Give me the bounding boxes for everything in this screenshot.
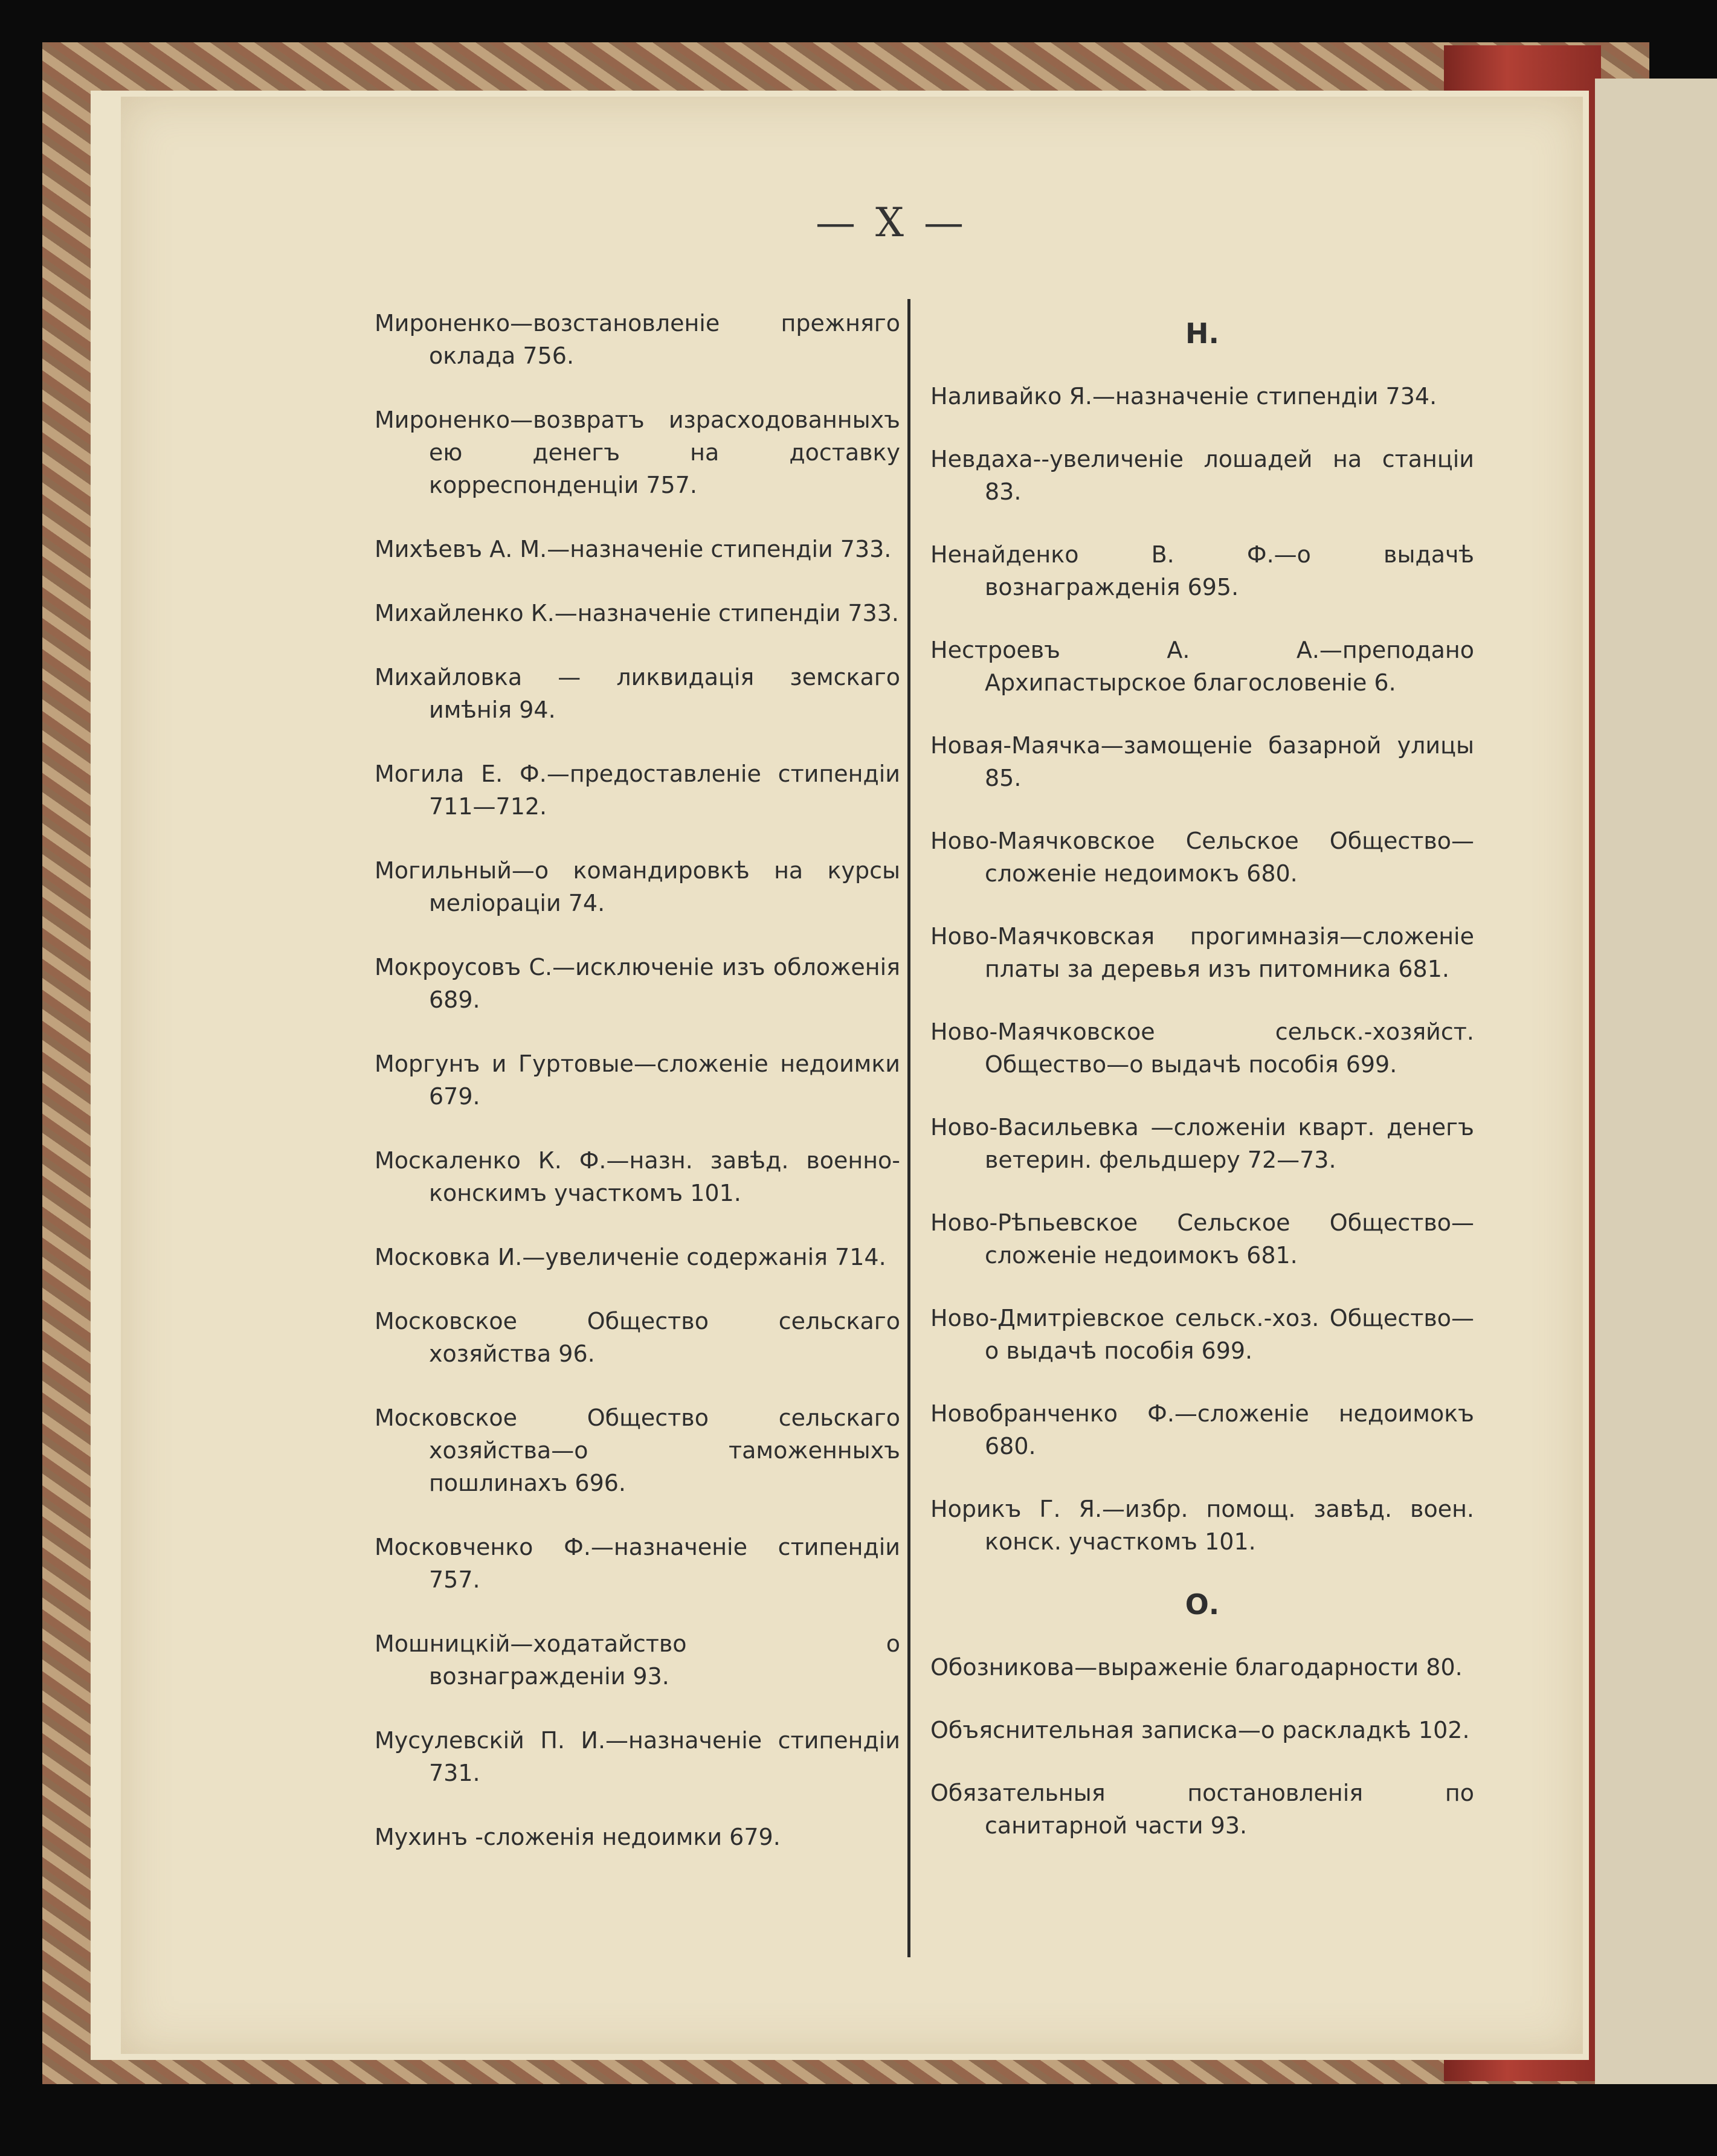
section-heading-o: О.: [1185, 1588, 1220, 1621]
index-entry: Ненайденко В. Ф.—о выдачѣ вознагражденія 695.: [930, 541, 1474, 600]
index-entry: Московка И.—увеличеніе содержанія 714.: [375, 1244, 886, 1270]
page-number-header: — X —: [816, 199, 967, 246]
index-entry: Михайленко К.—назначеніе стипендіи 733.: [375, 600, 899, 626]
index-entry: Мокроусовъ С.—исключеніе изъ обложенія 689.: [375, 954, 900, 1013]
index-entry: Михѣевъ А. М.—назначеніе стипендіи 733.: [375, 536, 892, 562]
index-entry: Ново-Рѣпьевское Сельское Общество—сложеніе недоимокъ 681.: [930, 1209, 1474, 1269]
index-entry: Московское Общество сельскаго хозяйства 96.: [375, 1308, 900, 1367]
index-entry: Михайловка — ликвидація земскаго имѣнія 94.: [375, 664, 900, 723]
index-entry: Москаленко К. Ф.—назн. завѣд. военно-конскимъ участкомъ 101.: [375, 1147, 900, 1206]
index-entry: Моргунъ и Гуртовые—сложеніе недоимки 679.: [375, 1051, 900, 1110]
index-entry: Мошницкій—ходатайство о вознагражденіи 93.: [375, 1630, 900, 1690]
index-entry: Мухинъ -сложенія недоимки 679.: [375, 1824, 781, 1850]
index-entry: Ново-Маячковское сельск.-хозяйст. Общество—о выдачѣ пособія 699.: [930, 1018, 1474, 1078]
right-column: [930, 317, 1474, 1872]
index-entry: Могильный—о командировкѣ на курсы мелiорацiи 74.: [375, 857, 900, 916]
index-entry: Новая-Маячка—замощеніе базарной улицы 85.: [930, 732, 1474, 791]
index-entry: Норикъ Г. Я.—избр. помощ. завѣд. воен. конск. участкомъ 101.: [930, 1496, 1474, 1555]
index-entry: Ново-Маячковское Сельское Общество—сложеніе недоимокъ 680.: [930, 828, 1474, 887]
index-entry: Мироненко—возвратъ израсходованныхъ ею денегъ на доставку корреспонденціи 757.: [375, 407, 900, 498]
index-entry: Обязательныя постановленія по санитарной части 93.: [930, 1780, 1474, 1839]
index-entry: Ново-Маячковская прогимназія—сложеніе платы за деревья изъ питомника 681.: [930, 923, 1474, 982]
facing-page-edge: [1595, 79, 1717, 2084]
index-entry: Мусулевскій П. И.—назначеніе стипендіи 731.: [375, 1727, 900, 1786]
index-entry: Обозникова—выраженіе благодарности 80.: [930, 1654, 1463, 1681]
index-entry: Мироненко—возстановленіе прежняго оклада 756.: [375, 310, 900, 369]
index-entry: Ново-Васильевка —сложеніи кварт. денегъ ветерин. фельдшеру 72—73.: [930, 1114, 1474, 1173]
index-entry: Наливайко Я.—назначеніе стипендіи 734.: [930, 383, 1437, 410]
column-divider: [907, 299, 910, 1957]
index-entry: Могила Е. Ф.—предоставленіе стипендіи 711—712.: [375, 761, 900, 820]
section-heading-n: Н.: [1185, 317, 1219, 350]
index-entry: Новобранченко Ф.—сложеніе недоимокъ 680.: [930, 1400, 1474, 1459]
index-entry: Московское Общество сельскаго хозяйства—о таможенныхъ пошлинахъ 696.: [375, 1405, 900, 1496]
index-entry: Московченко Ф.—назначеніе стипендіи 757.: [375, 1534, 900, 1593]
index-entry: Невдаха--увеличеніе лошадей на станціи 83.: [930, 446, 1474, 505]
index-entry: Нестроевъ А. А.—преподано Архипастырское благословеніе 6.: [930, 637, 1474, 696]
index-entry: Объяснительная записка—о раскладкѣ 102.: [930, 1717, 1470, 1743]
left-column: [375, 284, 900, 1885]
index-entry: Ново-Дмитріевское сельск.-хоз. Общество—о выдачѣ пособія 699.: [930, 1305, 1474, 1364]
